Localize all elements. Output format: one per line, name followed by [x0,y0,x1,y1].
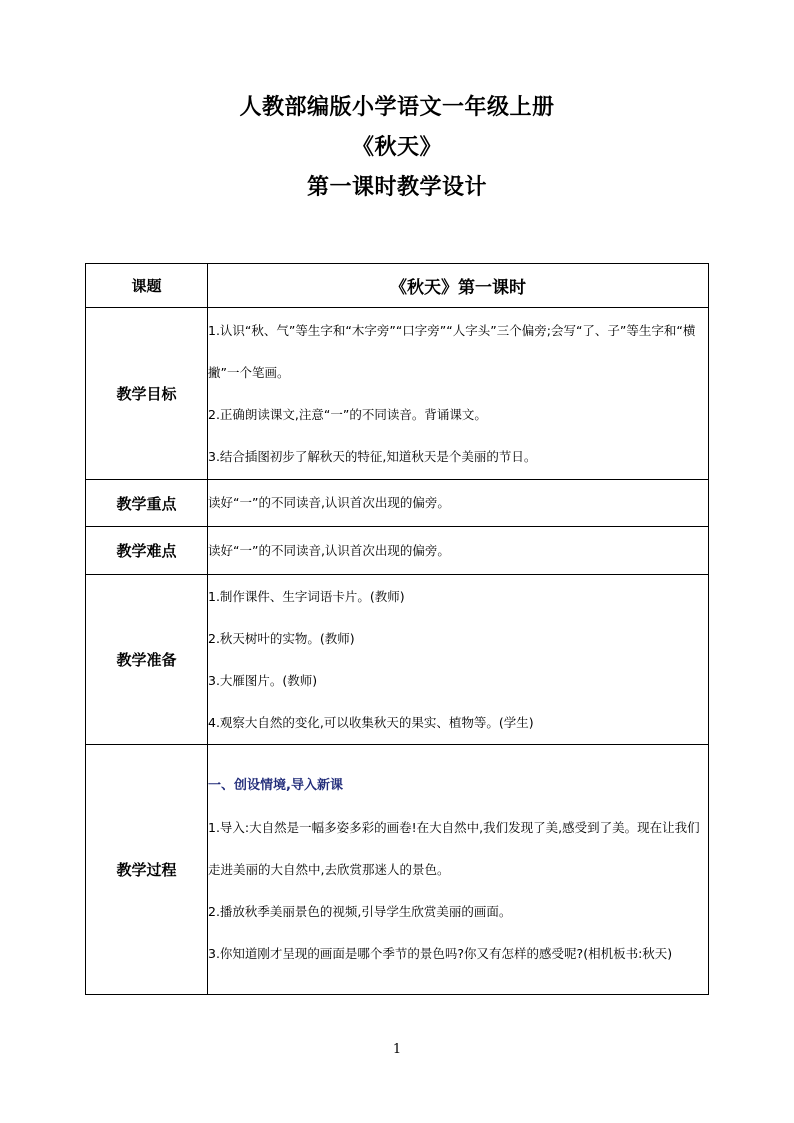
page-number: 1 [392,1042,402,1057]
row-label-key-points: 教学重点 [86,480,208,527]
table-row-key-points [86,480,709,527]
difficulties-content [208,527,709,575]
row-label-objectives: 教学目标 [86,308,208,480]
preparation-item: 3.大雁图片。(教师) [208,672,318,688]
process-item: 1.导入:大自然是一幅多姿多彩的画卷!在大自然中,我们发现了美,感受到了美。现在让我们走进美丽的大自然中,去欣赏那迷人的景色。 [208,819,700,877]
row-label-topic: 课题 [86,264,208,308]
lesson-plan-table [85,263,709,995]
table-row-objectives [86,308,709,480]
topic-value: 《秋天》第一课时 [208,264,709,308]
table-row-topic [86,264,709,308]
preparation-item: 1.制作课件、生字词语卡片。(教师) [208,588,405,604]
title-line-textbook: 人教部编版小学语文一年级上册 [239,95,555,120]
row-label-process: 教学过程 [86,745,208,995]
objective-item: 2.正确朗读课文,注意“一”的不同读音。背诵课文。 [208,406,487,422]
preparation-item: 2.秋天树叶的实物。(教师) [208,630,355,646]
preparation-content [208,575,709,745]
objectives-content [208,308,709,480]
preparation-item: 4.观察大自然的变化,可以收集秋天的果实、植物等。(学生) [208,714,534,730]
difficulties-text: 读好“一”的不同读音,认识首次出现的偏旁。 [208,542,450,558]
title-line-lesson: 《秋天》 [351,135,442,160]
row-label-difficulties: 教学难点 [86,527,208,575]
process-section-heading: 一、创设情境,导入新课 [208,777,343,793]
table-row-difficulties [86,527,709,575]
document-title [0,96,794,216]
objective-item: 1.认识“秋、气”等生字和“木字旁”“口字旁”“人字头”三个偏旁;会写“了、子”等生字和“横撇”一个笔画。 [208,322,696,380]
row-label-preparation: 教学准备 [86,575,208,745]
table-row-process [86,745,709,995]
title-line-design: 第一课时教学设计 [306,175,487,200]
key-points-text: 读好“一”的不同读音,认识首次出现的偏旁。 [208,495,450,510]
process-item: 2.播放秋季美丽景色的视频,引导学生欣赏美丽的画面。 [208,903,512,919]
key-points-content [208,480,709,527]
table-row-preparation [86,575,709,745]
process-content [208,745,709,995]
objective-item: 3.结合插图初步了解秋天的特征,知道秋天是个美丽的节日。 [208,448,537,464]
process-item: 3.你知道刚才呈现的画面是哪个季节的景色吗?你又有怎样的感受呢?(相机板书:秋天) [208,945,673,961]
